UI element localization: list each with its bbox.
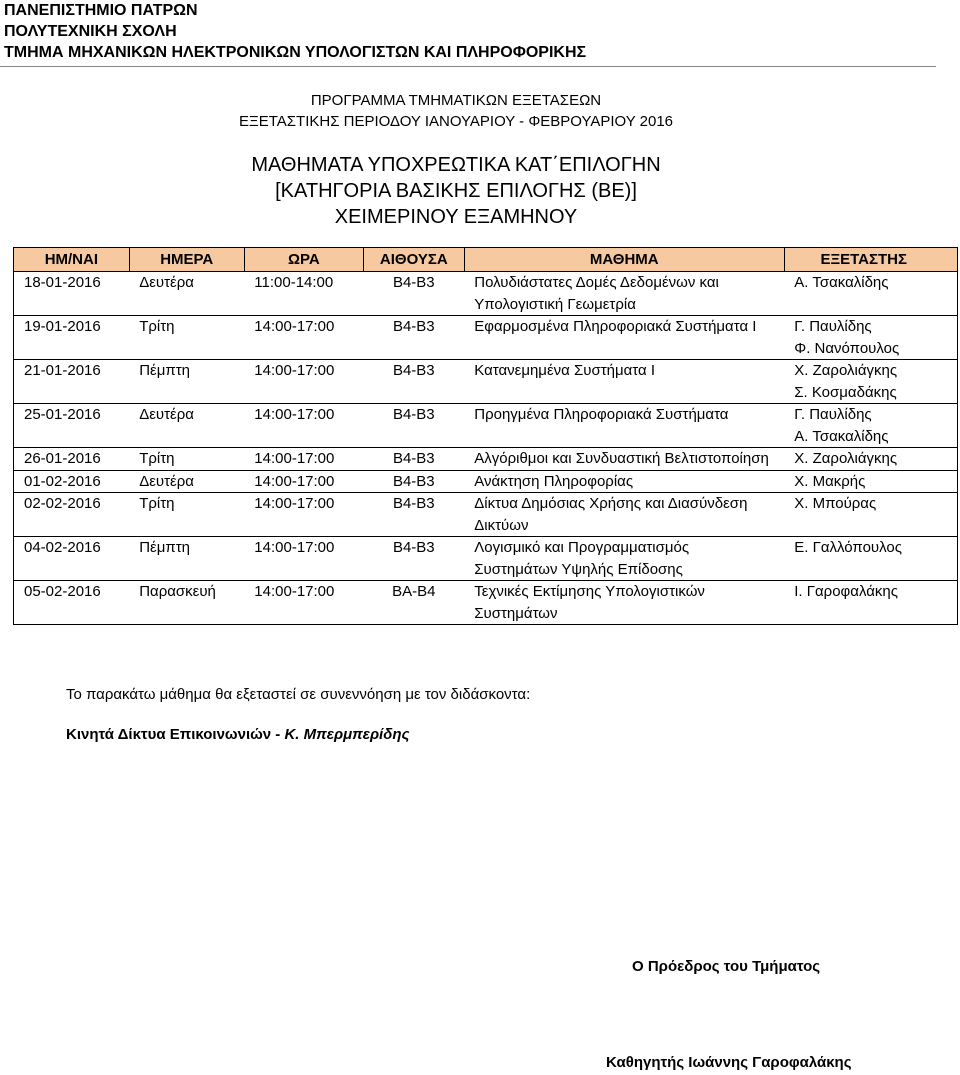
examiner-name: Ε. Γαλλόπουλος [794, 539, 902, 556]
program-title-line1: ΠΡΟΓΡΑΜΜΑ ΤΜΗΜΑΤΙΚΩΝ ΕΞΕΤΑΣΕΩΝ [310, 92, 602, 109]
exam-schedule-table [13, 247, 958, 625]
cell-room: Β4-Β3 [363, 316, 464, 360]
header-time: ΩΡΑ [244, 248, 363, 272]
cell-date: 21-01-2016 [14, 360, 130, 404]
category-title-line2: [ΚΑΤΗΓΟΡΙΑ ΒΑΣΙΚΗΣ ΕΠΙΛΟΓΗΣ (ΒΕ)] [275, 180, 637, 202]
cell-room: Β4-Β3 [363, 404, 464, 448]
header-examiner: ΕΞΕΤΑΣΤΗΣ [784, 248, 957, 272]
table-row [14, 272, 958, 316]
cell-date: 02-02-2016 [14, 493, 130, 537]
cell-time: 14:00-17:00 [244, 316, 363, 360]
special-course-title: Κινητά Δίκτυα Επικοινωνιών - [66, 726, 285, 743]
examiner-name: Ι. Γαροφαλάκης [794, 583, 898, 600]
table-row [14, 470, 958, 493]
cell-date: 18-01-2016 [14, 272, 130, 316]
signature-title: Ο Πρόεδρος του Τμήματος [632, 958, 821, 975]
header-course: ΜΑΘΗΜΑ [464, 248, 784, 272]
examiner-name: Χ. Μακρής [794, 472, 866, 490]
category-title-line1: ΜΑΘΗΜΑΤΑ ΥΠΟΧΡΕΩΤΙΚΑ ΚΑΤ΄ΕΠΙΛΟΓΗΝ [251, 154, 661, 176]
cell-date: 05-02-2016 [14, 581, 130, 625]
cell-examiner [784, 316, 957, 360]
signature-name: Καθηγητής Ιωάννης Γαροφαλάκης [606, 1054, 852, 1071]
cell-examiner [784, 581, 957, 625]
cell-course: Λογισμικό και Προγραμματισμός Συστημάτων Υψηλής Επίδοσης [464, 537, 784, 581]
cell-course: Τεχνικές Εκτίμησης Υπολογιστικών Συστημάτων [464, 581, 784, 625]
cell-course: Κατανεμημένα Συστήματα Ι [464, 360, 784, 404]
cell-examiner [784, 272, 957, 316]
cell-examiner [784, 493, 957, 537]
examiner-name: Χ. Μπούρας [794, 495, 877, 512]
special-course [66, 726, 410, 743]
cell-time: 11:00-14:00 [244, 272, 363, 316]
cell-date: 25-01-2016 [14, 404, 130, 448]
examiner-name: Χ. Ζαρολιάγκης [794, 362, 898, 379]
university-name: ΠΑΝΕΠΙΣΤΗΜΙΟ ΠΑΤΡΩΝ [4, 2, 198, 19]
cell-time: 14:00-17:00 [244, 537, 363, 581]
cell-day: Τρίτη [129, 493, 244, 537]
department-name: ΤΜΗΜΑ ΜΗΧΑΝΙΚΩΝ ΗΛΕΚΤΡΟΝΙΚΩΝ ΥΠΟΛΟΓΙΣΤΩΝ ΚΑΙ ΠΛΗΡΟΦΟΡΙΚΗΣ [4, 44, 587, 61]
header-day: ΗΜΕΡΑ [129, 248, 244, 272]
examiner-name: Φ. Νανόπουλος [794, 339, 900, 357]
cell-time: 14:00-17:00 [244, 404, 363, 448]
cell-day: Τρίτη [129, 316, 244, 360]
cell-day: Δευτέρα [129, 404, 244, 448]
table-row [14, 404, 958, 448]
cell-date: 26-01-2016 [14, 448, 130, 471]
examiner-name: Γ. Παυλίδης [794, 406, 872, 423]
examiner-name: Α. Τσακαλίδης [794, 274, 889, 291]
coordination-note: Το παρακάτω μάθημα θα εξεταστεί σε συνεννόηση με τον διδάσκοντα: [66, 686, 531, 703]
cell-room: Β4-Β3 [363, 493, 464, 537]
special-course-instructor: Κ. Μπερμπερίδης [284, 726, 410, 743]
table-row [14, 316, 958, 360]
cell-examiner [784, 537, 957, 581]
cell-course: Ανάκτηση Πληροφορίας [464, 470, 784, 493]
cell-time: 14:00-17:00 [244, 448, 363, 471]
cell-examiner [784, 448, 957, 471]
cell-day: Πέμπτη [129, 360, 244, 404]
category-title-line3: ΧΕΙΜΕΡΙΝΟΥ ΕΞΑΜΗΝΟΥ [334, 206, 578, 228]
cell-day: Παρασκευή [129, 581, 244, 625]
cell-room: Β4-Β3 [363, 448, 464, 471]
cell-room: Β4-Β3 [363, 360, 464, 404]
cell-day: Δευτέρα [129, 470, 244, 493]
cell-room: Β4-Β3 [363, 470, 464, 493]
table-row [14, 493, 958, 537]
table-row [14, 581, 958, 625]
table-header-row [14, 248, 958, 272]
cell-day: Τρίτη [129, 448, 244, 471]
cell-room: ΒΑ-Β4 [363, 581, 464, 625]
cell-examiner [784, 404, 957, 448]
table-row [14, 360, 958, 404]
cell-course: Πολυδιάστατες Δομές Δεδομένων και Υπολογιστική Γεωμετρία [464, 272, 784, 316]
cell-room: Β4-Β3 [363, 272, 464, 316]
header-date: ΗΜ/ΝΑΙ [14, 248, 130, 272]
cell-date: 04-02-2016 [14, 537, 130, 581]
cell-day: Δευτέρα [129, 272, 244, 316]
cell-date: 19-01-2016 [14, 316, 130, 360]
school-name: ΠΟΛΥΤΕΧΝΙΚΗ ΣΧΟΛΗ [4, 23, 177, 40]
header-room: ΑΙΘΟΥΣΑ [363, 248, 464, 272]
table-row [14, 448, 958, 471]
program-title [0, 90, 912, 132]
table-row [14, 537, 958, 581]
examiner-name: Σ. Κοσμαδάκης [794, 383, 897, 401]
cell-examiner [784, 470, 957, 493]
examiner-name: Χ. Ζαρολιάγκης [794, 450, 898, 467]
program-title-line2: ΕΞΕΤΑΣΤΙΚΗΣ ΠΕΡΙΟΔΟΥ ΙΑΝΟΥΑΡΙΟΥ - ΦΕΒΡΟΥΑΡΙΟΥ 2016 [238, 113, 674, 130]
cell-time: 14:00-17:00 [244, 360, 363, 404]
cell-course: Αλγόριθμοι και Συνδυαστική Βελτιστοποίηση [464, 448, 784, 471]
cell-room: Β4-Β3 [363, 537, 464, 581]
cell-time: 14:00-17:00 [244, 470, 363, 493]
cell-course: Προηγμένα Πληροφοριακά Συστήματα [464, 404, 784, 448]
document-header [4, 0, 586, 63]
cell-course: Εφαρμοσμένα Πληροφοριακά Συστήματα Ι [464, 316, 784, 360]
cell-date: 01-02-2016 [14, 470, 130, 493]
cell-time: 14:00-17:00 [244, 493, 363, 537]
cell-day: Πέμπτη [129, 537, 244, 581]
examiner-name: Α. Τσακαλίδης [794, 427, 889, 445]
cell-course: Δίκτυα Δημόσιας Χρήσης και Διασύνδεση Δικτύων [464, 493, 784, 537]
cell-time: 14:00-17:00 [244, 581, 363, 625]
category-title [0, 152, 912, 230]
cell-examiner [784, 360, 957, 404]
examiner-name: Γ. Παυλίδης [794, 318, 872, 335]
header-divider [0, 66, 936, 67]
